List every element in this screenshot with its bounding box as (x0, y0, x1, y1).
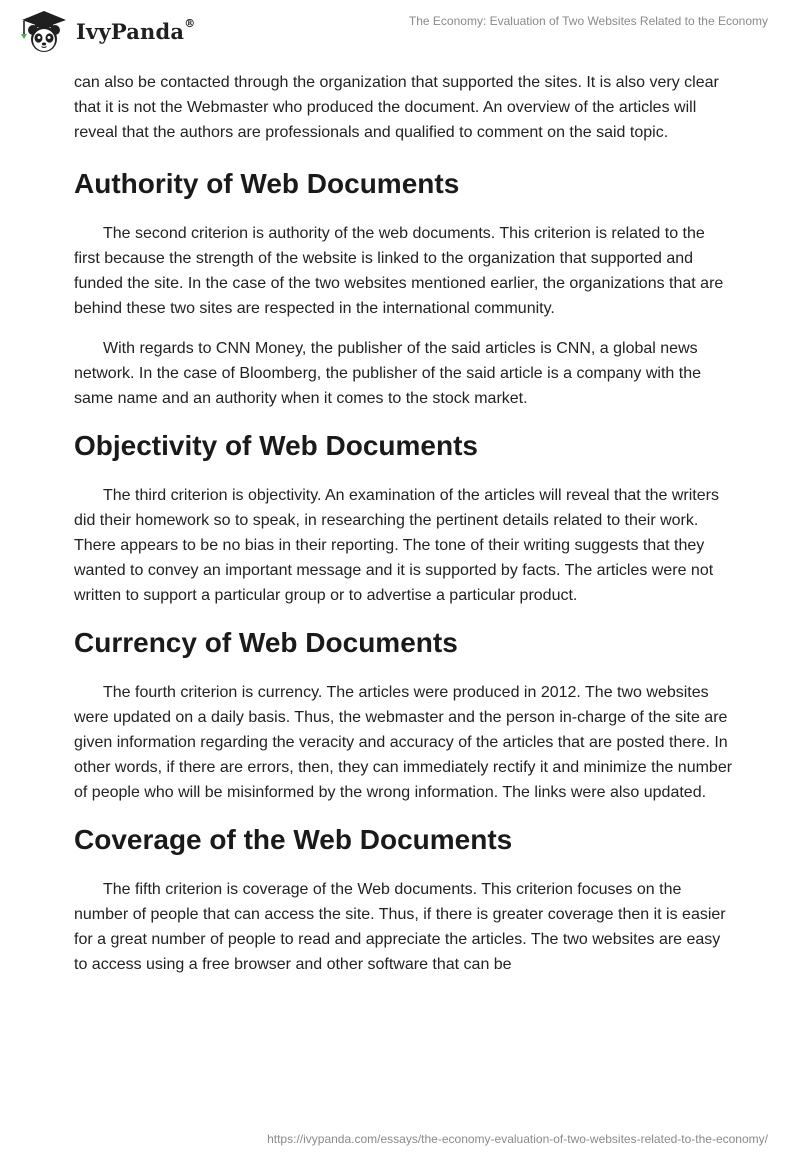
registered-mark: ® (184, 16, 196, 30)
currency-paragraph: The fourth criterion is currency. The articles were produced in 2012. The two websites were updated on a daily basis. Thus, the webmaster and the person in-charge of the site are given information regarding the veracity and accuracy of the articles that are posted there. In other words, if there are errors, then, they can immediately rectify it and minimize the number of people who will be misinformed by the wrong information. The links were also updated. (74, 684, 733, 801)
heading-objectivity: Objectivity of Web Documents (74, 430, 478, 461)
intro-paragraph: can also be contacted through the organization that supported the sites. It is also very clear that it is not the Webmaster who produced the document. An overview of the articles will reveal that the authors are professionals and qualified to comment on the said topic. (74, 74, 719, 141)
coverage-paragraph: The fifth criterion is coverage of the Web documents. This criterion focuses on the number of people that can access the site. Thus, if there is greater coverage then it is easier for a great number of people to read and appreciate the articles. The two websites are easy to access using a free browser and other software that can be (74, 881, 726, 973)
heading-currency: Currency of Web Documents (74, 627, 458, 658)
authority-paragraph-1: The second criterion is authority of the web documents. This criterion is related to the first because the strength of the website is linked to the organization that supported and funded the site. In the case of the two websites mentioned earlier, the organizations that are behind these two sites are respected in the international community. (74, 225, 724, 317)
heading-authority: Authority of Web Documents (74, 168, 460, 199)
brand-name: IvyPanda® (76, 16, 196, 44)
source-url[interactable]: https://ivypanda.com/essays/the-economy-evaluation-of-two-websites-related-to-the-economy/ (267, 1132, 768, 1146)
logo[interactable] (16, 8, 195, 54)
document-title: The Economy: Evaluation of Two Websites Related to the Economy (408, 14, 768, 28)
page-header (0, 0, 800, 62)
heading-coverage: Coverage of the Web Documents (74, 824, 513, 855)
article-body (74, 70, 734, 977)
panda-graduate-icon (16, 8, 72, 54)
authority-paragraph-2: With regards to CNN Money, the publisher of the said articles is CNN, a global news network. In the case of Bloomberg, the publisher of the said article is a company with the same name and an authority when it comes to the stock market. (74, 340, 701, 407)
objectivity-paragraph: The third criterion is objectivity. An examination of the articles will reveal that the writers did their homework so to speak, in researching the pertinent details related to their work. There appears to be no bias in their reporting. The tone of their writing suggests that they wanted to convey an important message and it is supported by facts. The articles were not written to support a particular group or to advertise a particular product. (74, 487, 719, 604)
